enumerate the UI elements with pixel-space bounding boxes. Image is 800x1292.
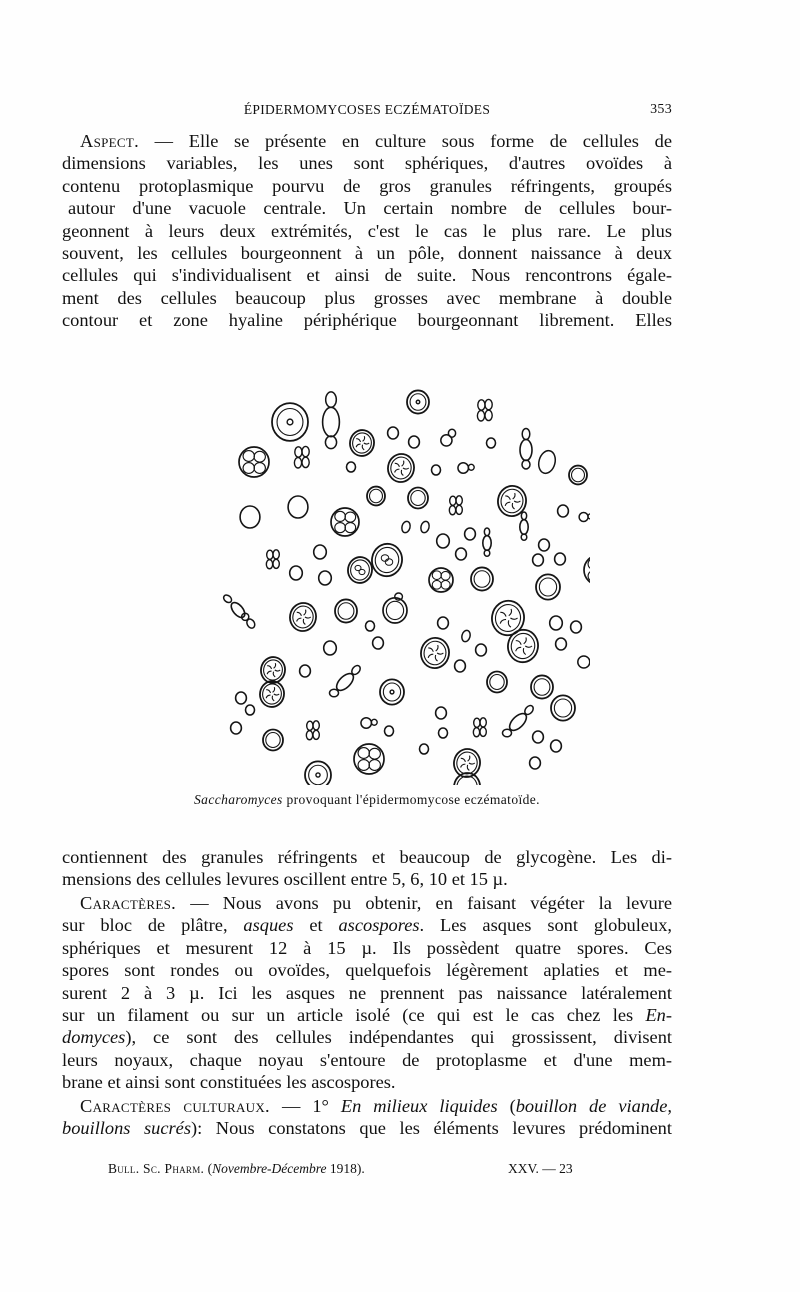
- yeast-cell-eg: [536, 449, 557, 475]
- yeast-cell-asc: [239, 447, 269, 477]
- yeast-cell-o: [420, 744, 429, 754]
- running-header: [62, 100, 672, 122]
- yeast-cell-o: [533, 731, 544, 743]
- yeast-cell-o: [476, 644, 487, 656]
- yeast-cell-o: [455, 660, 466, 672]
- yeast-cell-ring: [569, 466, 587, 485]
- yeast-cell-quad: [473, 718, 486, 737]
- yeast-cell-o: [571, 621, 582, 633]
- yeast-cell-gran2: [346, 555, 374, 585]
- signature-mark: XXV. — 23: [508, 1161, 573, 1176]
- section-lead: Caractères culturaux.: [80, 1096, 270, 1116]
- yeast-cell-gran: [288, 601, 318, 633]
- text-line: sur un filament ou sur un article isolé (ce qui est le cas chez les En-: [62, 1004, 672, 1025]
- yeast-cell-o: [439, 728, 448, 738]
- yeast-cell-o: [388, 427, 399, 439]
- yeast-cell-bud2: [441, 429, 456, 446]
- yeast-cell-gran3: [452, 771, 482, 785]
- yeast-cell-twin: [578, 656, 590, 668]
- yeast-cell-bud: [520, 512, 528, 540]
- text-line: contour et zone hyaline périphérique bourgeonnant librement. Elles: [62, 310, 672, 331]
- yeast-cell-ring: [536, 574, 560, 599]
- yeast-cell-ring: [272, 403, 308, 441]
- yeast-cell-o: [555, 553, 566, 565]
- yeast-cell-o: [240, 506, 260, 528]
- yeast-cell-ring: [335, 599, 357, 622]
- yeast-cell-o: [246, 705, 255, 715]
- yeast-cell-asc: [584, 555, 590, 585]
- yeast-cell-o: [432, 465, 441, 475]
- text-line: contiennent des granules réfringents et beaucoup de glycogène. Les di-: [62, 847, 672, 867]
- yeast-cell-asc: [354, 744, 384, 774]
- yeast-cell-o: [300, 665, 311, 677]
- yeast-cell-bud: [330, 664, 362, 697]
- yeast-cell-twin: [458, 463, 474, 474]
- yeast-cell-o: [314, 545, 327, 559]
- page-number: 353: [650, 102, 672, 117]
- running-title: ÉPIDERMOMYCOSES ECZÉMATOÏDES: [243, 102, 491, 117]
- yeast-cell-ring: [367, 487, 385, 506]
- yeast-cell-o: [324, 641, 337, 655]
- yeast-cell-ring: [471, 567, 493, 590]
- yeast-cell-o: [236, 692, 247, 704]
- yeast-cell-o: [290, 566, 303, 580]
- yeast-cell-gran: [348, 428, 376, 458]
- yeast-cell-quad: [477, 399, 492, 421]
- yeast-cell-twin: [579, 513, 590, 522]
- yeast-cell-o: [550, 616, 563, 630]
- yeast-cell-o: [437, 534, 450, 548]
- yeast-cell-ring: [487, 672, 507, 693]
- text-line: bouillons sucrés): Nous constatons que les éléments levures prédominent: [62, 1118, 672, 1139]
- yeast-cell-ring: [380, 679, 404, 704]
- yeast-cell-gran2: [369, 541, 404, 578]
- yeast-cell-o: [539, 539, 550, 551]
- yeast-cell-gran: [505, 627, 540, 664]
- yeast-cell-o: [385, 726, 394, 736]
- yeast-cell-bud: [520, 429, 532, 470]
- yeast-cell-o: [558, 505, 569, 517]
- yeast-cell-ring: [407, 390, 429, 413]
- yeast-cell-asc: [429, 568, 453, 592]
- section-lead: Aspect.: [80, 131, 139, 151]
- yeast-cell-gran: [386, 452, 416, 484]
- yeast-cell-o: [373, 637, 384, 649]
- yeast-cell-gran: [258, 679, 286, 709]
- figure-caption: Saccharomyces provoquant l'épidermomycose eczématoïde.: [194, 792, 540, 807]
- yeast-cell-o: [288, 496, 308, 518]
- yeast-cell-gran: [419, 636, 452, 671]
- yeast-cell-o: [465, 528, 476, 540]
- text-line: Caractères. — Nous avons pu obtenir, en faisant végéter la levure: [80, 893, 672, 913]
- yeast-cell-gran: [489, 598, 527, 638]
- yeast-cell-gran: [496, 484, 529, 519]
- text-line: autour d'une vacuole centrale. Un certain nombre de cellules bour-: [68, 198, 672, 219]
- yeast-cell-asc: [331, 508, 359, 536]
- text-line: souvent, les cellules bourgeonnent à un pôle, donnent naissance à deux: [62, 242, 672, 263]
- yeast-cell-o: [319, 571, 332, 585]
- yeast-cell-quad: [449, 496, 462, 515]
- text-line: sphériques et mesurent 12 à 15 µ. Ils possèdent quatre spores. Ces: [62, 937, 672, 958]
- yeast-cell-o: [438, 617, 449, 629]
- text-line: brane et ainsi sont constituées les ascospores.: [62, 1072, 396, 1093]
- text-line: leurs noyaux, chaque noyau s'entoure de protoplasme et d'une mem-: [62, 1049, 672, 1070]
- yeast-cell-quad: [306, 721, 319, 740]
- yeast-cell-ring: [263, 730, 283, 751]
- yeast-cell-ringbud: [383, 593, 407, 623]
- paragraph-caracteres: [62, 892, 672, 1094]
- page-footer: [62, 1161, 672, 1181]
- text-line: ment des cellules beaucoup plus grosses avec membrane à double: [62, 287, 672, 308]
- text-line: cellules qui s'individualisent et ainsi de suite. Nous rencontrons égale-: [62, 265, 672, 286]
- paragraph-caracteres-culturaux: [62, 1095, 672, 1140]
- yeast-cell-o: [556, 638, 567, 650]
- text-line: geonnent à leurs deux extrémités, c'est le cas le plus rare. Le plus: [62, 220, 672, 241]
- yeast-cell-quad: [266, 550, 279, 569]
- yeast-cell-o: [530, 757, 541, 769]
- section-lead: Caractères.: [80, 893, 177, 913]
- text-line: domyces), ce sont des cellules indépendantes qui grossissent, divisent: [62, 1027, 672, 1048]
- journal-citation: Bull. Sc. Pharm. (Novembre-Décembre 1918).: [108, 1161, 365, 1176]
- yeast-cell-o: [436, 707, 447, 719]
- saccharomyces-figure: [150, 365, 590, 785]
- yeast-cell-bud: [483, 528, 491, 556]
- yeast-cell-eg: [420, 520, 431, 533]
- yeast-cell-o: [231, 722, 242, 734]
- yeast-cell-eg: [461, 629, 472, 642]
- yeast-cell-gran: [452, 747, 482, 779]
- paragraph-aspect: [62, 130, 672, 332]
- yeast-cell-twin: [361, 718, 377, 729]
- yeast-cell-o: [409, 436, 420, 448]
- yeast-cell-bud: [503, 704, 535, 737]
- yeast-cell-quad: [294, 446, 309, 468]
- text-line: surent 2 à 3 µ. Ici les asques ne prennent pas naissance latéralement: [62, 982, 672, 1003]
- yeast-cell-ring: [551, 695, 575, 720]
- text-line: spores sont rondes ou ovoïdes, quelquefois légèrement aplaties et me-: [62, 960, 672, 981]
- yeast-cell-o: [366, 621, 375, 631]
- yeast-cell-ring: [305, 761, 331, 785]
- yeast-cell-chain: [222, 594, 256, 630]
- yeast-cell-o: [347, 462, 356, 472]
- yeast-cell-ring: [408, 488, 428, 509]
- yeast-cell-ring: [531, 675, 553, 698]
- yeast-cell-o: [533, 554, 544, 566]
- text-line: sur bloc de plâtre, asques et ascospores. Les asques sont globuleux,: [62, 915, 672, 936]
- text-line: Caractères culturaux. — 1° En milieux liquides (bouillon de viande,: [80, 1096, 672, 1116]
- yeast-cell-eg: [401, 520, 412, 533]
- text-line: dimensions variables, les unes sont sphériques, d'autres ovoïdes à: [62, 153, 672, 174]
- yeast-cell-o: [551, 740, 562, 752]
- text-line: contenu protoplasmique pourvu de gros granules réfringents, groupés: [62, 175, 672, 196]
- text-line: mensions des cellules levures oscillent entre 5, 6, 10 et 15 µ.: [62, 869, 508, 890]
- text-line: Aspect. — Elle se présente en culture sous forme de cellules de: [80, 131, 672, 151]
- paragraph-dimensions: [62, 846, 672, 891]
- yeast-cell-bud: [323, 392, 340, 449]
- yeast-cell-o: [456, 548, 467, 560]
- yeast-cell-o: [487, 438, 496, 448]
